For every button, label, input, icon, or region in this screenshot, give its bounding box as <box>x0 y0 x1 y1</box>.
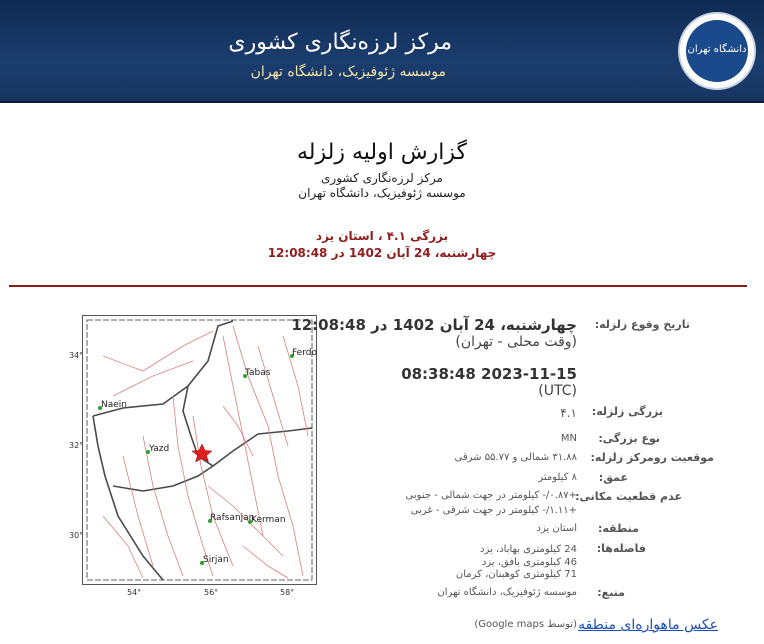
city-label: Sirjan <box>203 555 229 565</box>
mag-type-value: MN <box>560 433 577 444</box>
site-header-banner <box>0 0 764 103</box>
report-title: گزارش اولیه زلزله <box>296 140 468 165</box>
city-label: Naein <box>101 400 127 410</box>
site-subtitle: موسسه ژئوفیزیک، دانشگاه تهران <box>250 64 446 80</box>
summary-datetime: چهارشنبه، 24 آبان 1402 در 12:08:48 <box>267 246 497 260</box>
magnitude-value: ۴.۱ <box>560 406 577 420</box>
uncertainty-label: عدم قطعیت مکانی: <box>575 490 682 503</box>
magnitude-label: بزرگی زلزله: <box>591 405 663 418</box>
city-label: Kerman <box>251 515 286 525</box>
lon-tick-label: 54° <box>127 588 142 597</box>
satellite-image-link[interactable]: عکس ماهواره‌ای منطقه <box>578 617 718 633</box>
satellite-note: (توسط Google maps) <box>474 619 577 630</box>
epicenter-label: موقعیت رومرکز زلزله: <box>590 451 714 464</box>
distance-item: 71 کیلومتری کوهبنان، کرمان <box>455 569 577 580</box>
datetime-local-value: چهارشنبه، 24 آبان 1402 در 12:08:48 <box>291 316 577 334</box>
city-label: Tabas <box>245 368 271 378</box>
uncertainty-ns-value: +۰.۸۷/- کیلومتر در جهت شمالی - جنوبی <box>405 490 577 501</box>
distance-item: 24 کیلومتری بهاباد، یزد <box>480 544 577 555</box>
region-label: منطقه: <box>597 522 639 535</box>
report-center: مرکز لرزه‌نگاری کشوری <box>321 171 443 185</box>
lon-tick-label: 56° <box>204 588 219 597</box>
lat-tick-label: 32° <box>69 441 84 450</box>
map-canvas <box>83 316 316 584</box>
logo-emblem-icon: دانشگاه تهران <box>686 20 748 82</box>
lat-tick-label: 30° <box>69 531 84 540</box>
site-title: مرکز لرزه‌نگاری کشوری <box>228 30 452 55</box>
uncertainty-ew-value: +۱.۱۱/- کیلومتر در جهت شرقی - غربی <box>410 505 577 516</box>
lon-tick-label: 58° <box>280 588 295 597</box>
epicenter-value: ۳۱.۸۸ شمالی و ۵۵.۷۷ شرقی <box>454 452 577 463</box>
datetime-label: تاریخ وقوع زلزله: <box>594 318 690 331</box>
report-institute: موسسه ژئوفیزیک، دانشگاه تهران <box>298 186 466 200</box>
city-label: Rafsanjan <box>210 513 255 523</box>
utc-note: (UTC) <box>538 383 577 399</box>
university-logo[interactable] <box>678 12 756 90</box>
city-label: Ferdo <box>292 348 317 358</box>
source-label: منبع: <box>597 586 625 599</box>
section-divider <box>9 285 747 287</box>
region-value: استان یزد <box>536 523 577 534</box>
source-value: موسسه ژئوفیزیک، دانشگاه تهران <box>437 587 577 598</box>
distance-item: 46 کیلومتری بافق، یزد <box>481 557 577 568</box>
depth-value: ۸ کیلومتر <box>538 472 577 483</box>
local-time-note: (وقت محلی - تهران) <box>455 334 577 350</box>
summary-magnitude: بزرگی ۴.۱ ، استان یزد <box>315 229 449 243</box>
mag-type-label: نوع بزرگی: <box>598 432 660 445</box>
depth-label: عمق: <box>598 471 628 484</box>
lat-tick-label: 34° <box>69 351 84 360</box>
epicenter-map <box>82 315 317 585</box>
distances-label: فاصله‌ها: <box>596 542 646 555</box>
city-label: Yazd <box>149 444 170 454</box>
datetime-utc-value: 2023-11-15 08:38:48 <box>401 365 577 383</box>
